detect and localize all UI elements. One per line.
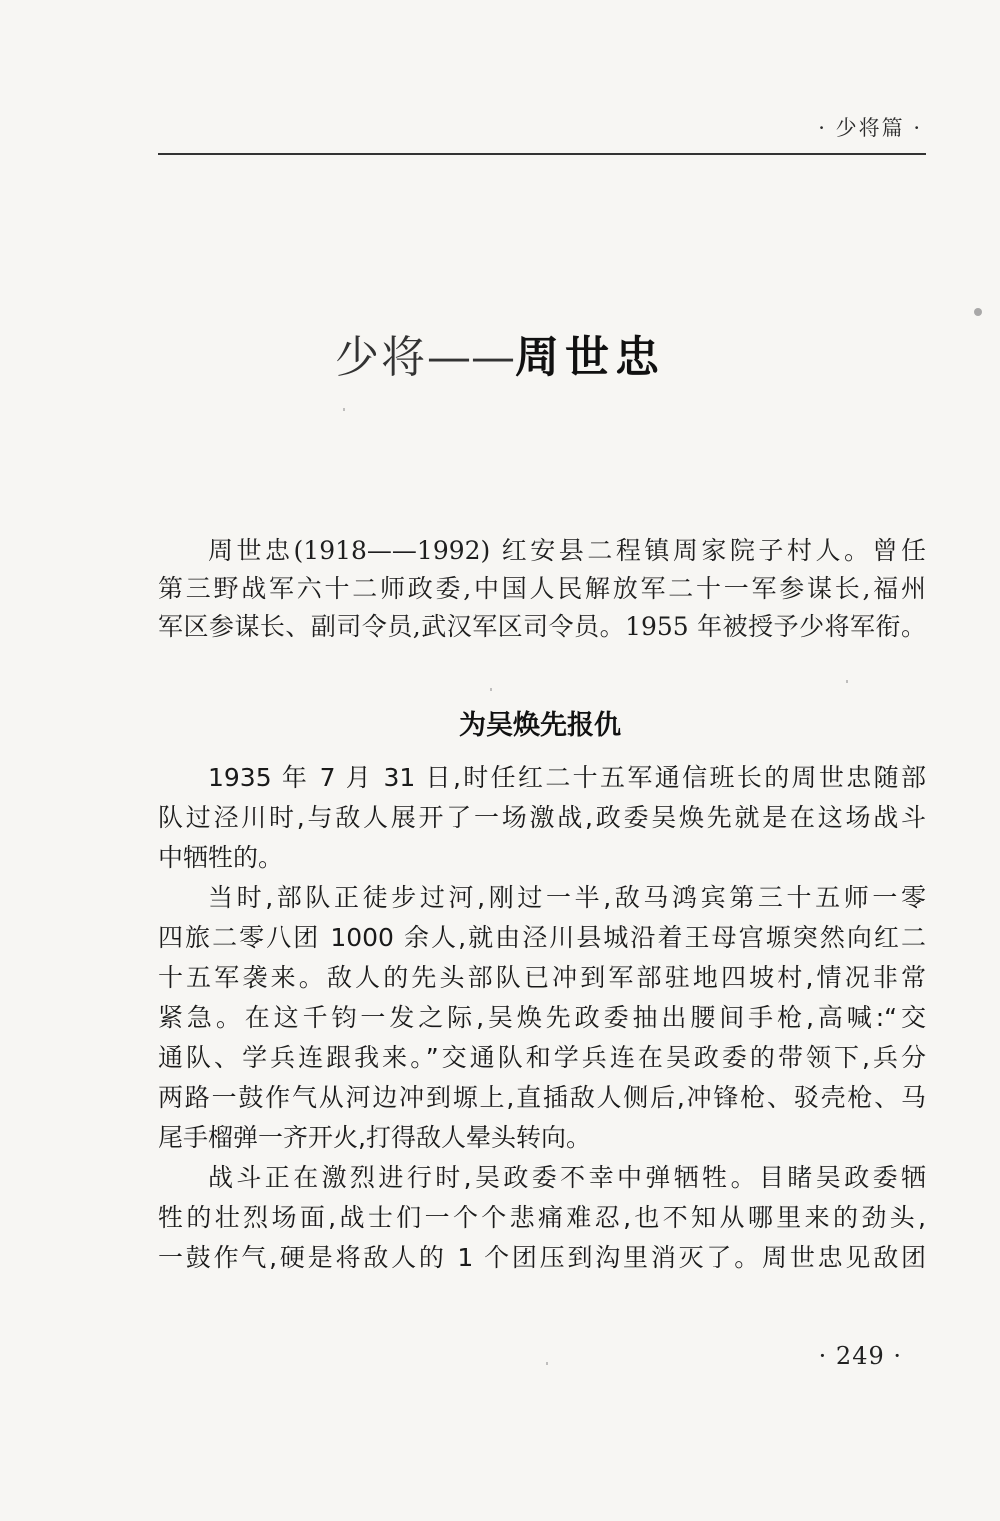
body-line: 通队、学兵连跟我来。”交通队和学兵连在吴政委的带领下,兵分 <box>158 1043 926 1072</box>
body-line: 牲的壮烈场面,战士们一个个悲痛难忍,也不知从哪里来的劲头, <box>158 1203 926 1232</box>
scan-speck <box>546 1362 548 1365</box>
body-line: 战斗正在激烈进行时,吴政委不幸中弹牺牲。目睹吴政委牺 <box>208 1163 926 1192</box>
chapter-title-prefix: 少将 <box>335 332 427 383</box>
chapter-title <box>0 330 1000 386</box>
body-line: 中牺牲的。 <box>158 843 284 872</box>
scan-speck <box>490 688 492 691</box>
page-number: · 249 · <box>818 1342 902 1370</box>
body-line: 紧急。在这千钧一发之际,吴焕先政委抽出腰间手枪,高喊:“交 <box>158 1003 926 1032</box>
body-line: 尾手榴弹一齐开火,打得敌人晕头转向。 <box>158 1123 591 1152</box>
body-line: 队过泾川时,与敌人展开了一场激战,政委吴焕先就是在这场战斗 <box>158 803 926 832</box>
body-line: 一鼓作气,硬是将敌人的 1 个团压到沟里消灭了。周世忠见敌团 <box>158 1243 926 1272</box>
body-line: 当时,部队正徒步过河,刚过一半,敌马鸿宾第三十五师一零 <box>208 883 926 912</box>
scan-speck <box>343 408 345 411</box>
biography-intro <box>158 532 926 646</box>
body-line: 1935 年 7 月 31 日,时任红二十五军通信班长的周世忠随部 <box>208 763 926 792</box>
chapter-title-name: 周世忠 <box>515 332 665 383</box>
body-line: 十五军袭来。敌人的先头部队已冲到军部驻地四坡村,情况非常 <box>158 963 926 992</box>
header-rule <box>158 153 926 155</box>
intro-line: 军区参谋长、副司令员,武汉军区司令员。1955 年被授予少将军衔。 <box>158 612 926 641</box>
section-title: 为吴焕先报仇 <box>459 710 621 741</box>
scan-dot <box>974 308 982 316</box>
scan-speck <box>846 680 848 683</box>
body-text <box>158 758 926 1278</box>
body-line: 两路一鼓作气从河边冲到塬上,直插敌人侧后,冲锋枪、驳壳枪、马 <box>158 1083 926 1112</box>
running-head: · 少将篇 · <box>818 116 922 140</box>
body-line: 四旅二零八团 1000 余人,就由泾川县城沿着王母宫塬突然向红二 <box>158 923 926 952</box>
intro-line: 第三野战军六十二师政委,中国人民解放军二十一军参谋长,福州 <box>158 574 926 603</box>
chapter-title-dash: —— <box>427 332 515 383</box>
intro-line: 周世忠(1918——1992) 红安县二程镇周家院子村人。曾任 <box>208 536 926 565</box>
